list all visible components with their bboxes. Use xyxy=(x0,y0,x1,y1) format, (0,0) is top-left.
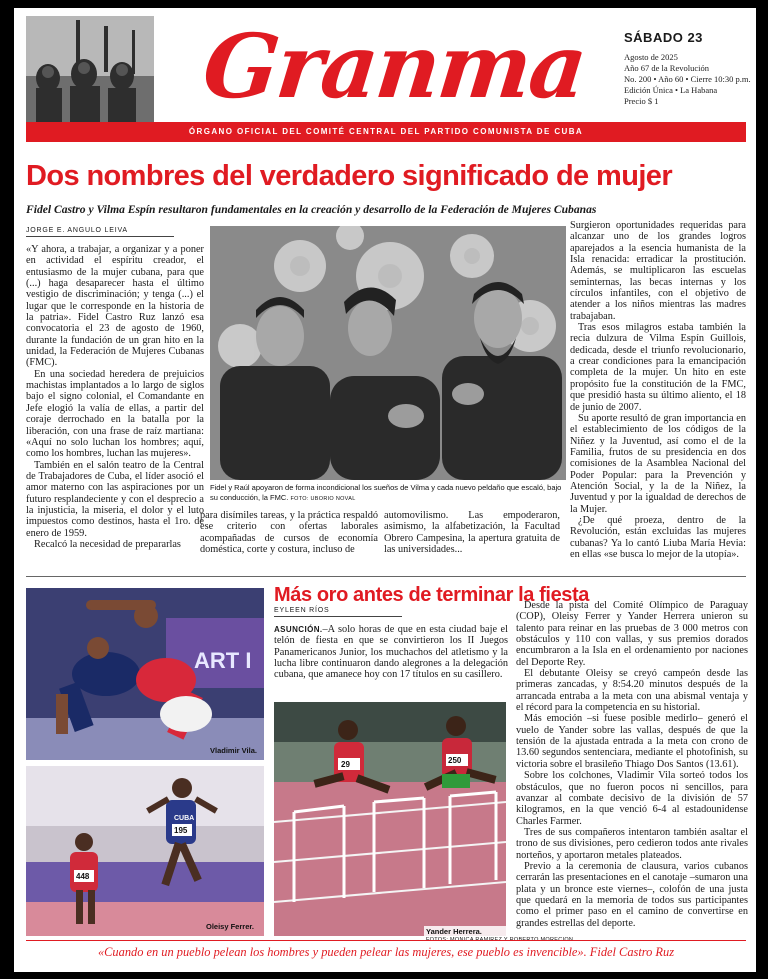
paragraph: Desde la pista del Comité Olímpico de Paraguay (COP), Oleisy Ferrer y Yander Herrera unieron su talento para reinar en las pruebas de 3 000 metros con obstáculos y 110 con vallas, y sus premios dorados encumbraron a la Isla en el ordenamiento por naciones del Deporte Rey. xyxy=(516,600,748,668)
main-column-1 xyxy=(26,244,204,568)
issue-info-line: Edición Única • La Habana xyxy=(624,85,718,95)
issue-info xyxy=(624,52,754,107)
photo1-banner-text: ART I xyxy=(194,648,252,673)
masthead-photo xyxy=(26,16,154,128)
photo-credit: FOTO: UBORIO NOVAL xyxy=(290,495,356,502)
paragraph: Tras esos milagros estaba también la recia dulzura de Vilma Espín Guillois, dedicada, desde el triunfo revolucionario, a crear condiciones para la emancipación completa de la mujer. Un hito en este propósito fue la constitución de la FMC, que presidió hasta su último aliento, el 18 de junio de 2007. xyxy=(570,322,746,413)
sports-byline: EYLEEN RÍOS xyxy=(274,607,402,617)
masthead-tagline: ÓRGANO OFICIAL DEL COMITÉ CENTRAL DEL PARTIDO COMUNISTA DE CUBA xyxy=(26,122,746,142)
paragraph xyxy=(274,624,508,681)
caption-ferrer: Oleisy Ferrer. xyxy=(206,922,254,931)
paragraph: para disímiles tareas, y la práctica respaldó ese criterio con ofertas laborales acompañadas de cursos de economía doméstica, corte y costura, incluso de xyxy=(200,510,378,556)
bib-number: 448 xyxy=(76,872,90,881)
paragraph: Su aporte resultó de gran importancia en el establecimiento de los códigos de la Niñez y la Juventud, así como el de la Familia, frutos de su presidencia en dos comisiones de la Asamblea Nacional del Poder Popular: para la Prevención y Atención Social, y la de la Niñez, la Juventud y por la igualdad de derechos de la Mujer. xyxy=(570,412,746,515)
newspaper-page xyxy=(14,8,756,972)
issue-info-line: Agosto de 2025 xyxy=(624,52,678,62)
sports-headline: Más oro antes de terminar la fiesta xyxy=(274,584,590,606)
bib-number: 29 xyxy=(341,760,350,769)
paragraph: Más emoción –si fuese posible medirlo– generó el vuelo de Yander sobre las vallas, después de que la tensión de la ajustada entrada a la meta con crono de 13.60 segundos sentenciara, mediante el photofinish, su victoria sobre el brasileño Thiago Dos Santos (13.61). xyxy=(516,713,748,770)
caption-vila: Vladimir Vila. xyxy=(210,746,257,755)
photo-steeplechase-ferrer xyxy=(26,766,264,936)
main-photo-fidel-vilma-raul xyxy=(210,226,566,480)
main-photo-caption xyxy=(210,483,566,504)
bib-team: CUBA xyxy=(174,815,195,822)
main-byline: JORGE E. ANGULO LEIVA xyxy=(26,227,174,237)
paragraph: «Y ahora, a trabajar, a organizar y a poner en actividad el espíritu creador, el entusiasmo de la mujer cubana, para que (...) haga desaparecer hasta el último vestigio de discriminación; y tenga (...) el lugar que le corresponde en la historia de la patria». Fidel Castro Ruz lanzó esa convocatoria el 23 de agosto de 1960, durante la fundación de un gran hito en la unidad, la Federación de Mujeres Cubanas (FMC). xyxy=(26,244,204,369)
paragraph: automovilismo. Las empoderaron, asimismo, la alfabetización, la Facultad Obrero Campesina, la apertura gratuita de las universidades... xyxy=(384,510,560,556)
paragraph: Previo a la ceremonia de clausura, varios cubanos cerrarán las presentaciones en el canotaje –sumaron una plata y un bronce este viernes–, colofón de una justa que quedará en la memoria de todos sus participantes como el primer paso en el camino de convertirse en grandes estrellas del deporte. xyxy=(516,860,748,929)
bib-number: 195 xyxy=(174,826,188,835)
main-headline: Dos nombres del verdadero significado de mujer xyxy=(26,160,673,192)
paragraph: También en el salón teatro de la Central de Trabajadores de Cuba, el líder asoció el amor materno con las aspiraciones por un futuro resplandeciente y con el desprecio a la injusticia, la miseria, el dolor y el luto impuestos como destinos, hasta el 1ro. de enero de 1959. xyxy=(26,459,204,539)
paragraph: El debutante Oleisy se creyó campeón desde las primeras zancadas, y 8:54.20 minutos después de la arrancada entraba a la meta con una abismal ventaja y el récord para la competencia en su historial. xyxy=(516,668,748,714)
paragraph: Recalcó la necesidad de prepararlas xyxy=(34,538,181,550)
main-column-3 xyxy=(384,510,560,570)
issue-day: SÁBADO 23 xyxy=(624,30,703,45)
main-subhead: Fidel Castro y Vilma Espín resultaron fundamentales en la creación y desarrollo de la Federación de Mujeres Cubanas xyxy=(26,203,597,216)
footer-rule xyxy=(26,940,746,941)
paragraph: ¿De qué proeza, dentro de la Revolución, están excluidas las mujeres cubanas? Ya lo cantó Liuba María Hevia: en ellas «se busca lo mejor de la utopía». xyxy=(570,514,746,560)
paragraph: Surgieron oportunidades requeridas para alcanzar uno de los grandes logros aparejados a la esencia humanista de la Isla renacida: erradicar la prostitución. Además, se multiplicaron las escuelas seminternas, las becas internas y los círculos infantiles, con el objetivo de atender a los niños mientras las madres trabajaban. xyxy=(570,220,746,322)
bib-number: 250 xyxy=(448,756,462,765)
photo-hurdles-herrera xyxy=(274,702,506,936)
issue-info-line: No. 200 • Año 60 • Cierre 10:30 p.m. xyxy=(624,74,751,84)
main-column-2 xyxy=(200,510,378,570)
issue-info-line: Precio $ 1 xyxy=(624,96,659,106)
photo-wrestling-vila xyxy=(26,588,264,760)
section-divider xyxy=(26,576,746,577)
main-column-4 xyxy=(570,220,746,570)
caption-text: Fidel y Raúl apoyaron de forma incondicional los sueños de Vilma y cada nuevo peldaño que escaló, bajo su conducción, la FMC. xyxy=(210,483,562,502)
newspaper-logo: Granma xyxy=(198,14,591,118)
lead-text: –A solo horas de que en esta ciudad baje el telón de fiesta en que se convirtieron los II Juegos Panamericanos Junior, los muchachos del atletismo y la lucha libre continuaron dando alegrones a la delegación cubana, que amanece hoy con 17 títulos en su casillero. xyxy=(274,624,508,681)
footer-quote: «Cuando en un pueblo pelean los hombres y pueden pelear las mujeres, ese pueblo es invencible». Fidel Castro Ruz xyxy=(97,945,675,959)
sports-column xyxy=(516,600,748,936)
sports-lead xyxy=(274,624,508,696)
paragraph: Tres de sus compañeros intentaron también asaltar el trono de sus divisiones, pero cedieron todos ante rivales norteños, y aportaron metales plateados. xyxy=(516,826,748,861)
dateline: ASUNCIÓN. xyxy=(274,625,323,634)
paragraph: Sobre los colchones, Vladimir Vila sorteó todos los obstáculos, que no fueron pocos ni sencillos, para avanzar al combate decisivo de la división de 57 kilogramos, en la que venció 6-4 al estadounidense Charles Farmer. xyxy=(516,770,748,827)
caption-text: Yander Herrera. xyxy=(426,927,482,936)
paragraph: En una sociedad heredera de prejuicios machistas implantados a lo largo de siglos bajo el signo colonial, el Comandante en Jefe elogió la valía de ellas, a partir del coraje derrochado en la batalla por la liberación, con una frase de raíz martiana: «Aquí no solo luchan los hombres; aquí, como los hombres, luchan las mujeres». xyxy=(26,368,204,460)
issue-info-line: Año 67 de la Revolución xyxy=(624,63,709,73)
